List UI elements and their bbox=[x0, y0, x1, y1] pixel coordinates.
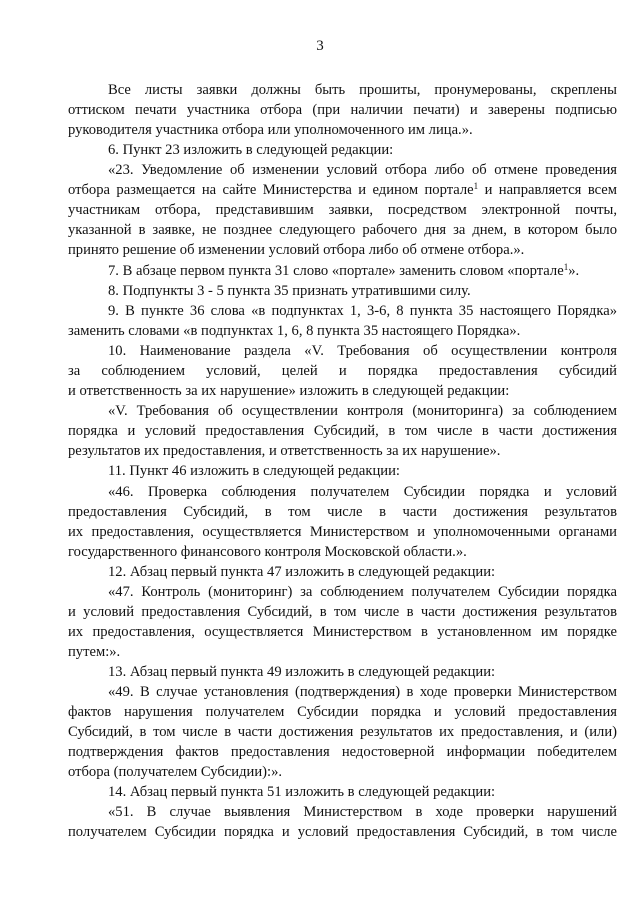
line-text: 13. Абзац первый пункта 49 изложить в следующей редакции: bbox=[108, 664, 496, 680]
text-line bbox=[68, 742, 617, 762]
text-line bbox=[108, 682, 617, 702]
line-text: получателем Субсидии порядка и условий предоставления Субсидий, в том числе bbox=[68, 824, 617, 840]
text-line bbox=[68, 441, 617, 461]
text-line bbox=[108, 401, 617, 421]
text-line bbox=[68, 381, 617, 401]
line-text: порядка и условий предоставления Субсидий, в том числе в части достижения bbox=[68, 423, 617, 439]
text-line bbox=[68, 321, 617, 341]
line-text: «46. Проверка соблюдения получателем Субсидии порядка и условий bbox=[108, 484, 617, 500]
line-text: 7. В абзаце первом пункта 31 слово «портале» заменить словом «портале bbox=[108, 263, 564, 279]
line-text: их предоставления, осуществляется Министерством и уполномоченными органами bbox=[68, 524, 617, 540]
text-line bbox=[68, 200, 617, 220]
line-text: Все листы заявки должны быть прошиты, пронумерованы, скреплены bbox=[108, 82, 617, 98]
text-line bbox=[68, 642, 617, 662]
text-line bbox=[68, 822, 617, 842]
text-line bbox=[68, 120, 617, 140]
line-text: принято решение об изменении условий отбора либо об отмене отбора.». bbox=[68, 242, 525, 258]
footnote-marker: 1 bbox=[473, 181, 479, 191]
line-text: оттиском печати участника отбора (при наличии печати) и заверены подписью bbox=[68, 102, 617, 118]
text-line bbox=[68, 522, 617, 542]
text-line bbox=[68, 762, 617, 782]
line-text: 11. Пункт 46 изложить в следующей редакции: bbox=[108, 463, 400, 479]
text-line bbox=[108, 662, 617, 682]
text-line bbox=[108, 341, 617, 361]
text-line bbox=[108, 562, 617, 582]
text-line bbox=[108, 301, 617, 321]
text-line bbox=[108, 160, 617, 180]
line-text: подтверждения фактов предоставления недостоверной информации победителем bbox=[68, 744, 617, 760]
line-text: и условий предоставления Субсидий, в том числе в части достижения результатов bbox=[68, 604, 617, 620]
line-text: 6. Пункт 23 изложить в следующей редакции: bbox=[108, 142, 394, 158]
text-line bbox=[68, 240, 617, 260]
line-text: государственного финансового контроля Московской области.». bbox=[68, 544, 467, 560]
text-line bbox=[108, 261, 617, 281]
line-text: отбора размещается на сайте Министерства и едином портале bbox=[68, 182, 474, 198]
text-line bbox=[68, 100, 617, 120]
line-text-continuation: и направляется всем bbox=[478, 182, 617, 198]
line-text: 14. Абзац первый пункта 51 изложить в следующей редакции: bbox=[108, 784, 496, 800]
line-text: «49. В случае установления (подтверждения) в ходе проверки Министерством bbox=[108, 684, 617, 700]
line-text-continuation: ». bbox=[568, 263, 580, 279]
line-text: 12. Абзац первый пункта 47 изложить в следующей редакции: bbox=[108, 564, 496, 580]
line-text: Субсидий, в том числе в части достижения результатов их предоставления, и (или) bbox=[68, 724, 617, 740]
line-text: предоставления Субсидий, в том числе в части достижения результатов bbox=[68, 504, 617, 520]
text-line bbox=[68, 180, 617, 200]
text-line bbox=[108, 482, 617, 502]
text-line bbox=[68, 702, 617, 722]
text-line bbox=[108, 782, 617, 802]
text-line bbox=[108, 582, 617, 602]
line-text: «47. Контроль (мониторинг) за соблюдением получателем Субсидии порядка bbox=[108, 584, 617, 600]
line-text: заменить словами «в подпунктах 1, 6, 8 пункта 35 настоящего Порядка». bbox=[68, 323, 521, 339]
text-line bbox=[68, 622, 617, 642]
text-line bbox=[68, 421, 617, 441]
line-text: «23. Уведомление об изменении условий отбора либо об отмене проведения bbox=[108, 162, 617, 178]
text-line bbox=[68, 361, 617, 381]
line-text: отбора (получателем Субсидии):». bbox=[68, 764, 283, 780]
line-text: указанной в заявке, не позднее следующего рабочего дня за днем, в котором было bbox=[68, 222, 617, 238]
text-line bbox=[68, 502, 617, 522]
footnote-marker: 1 bbox=[563, 262, 569, 272]
text-line bbox=[108, 140, 617, 160]
text-line bbox=[68, 220, 617, 240]
line-text: 8. Подпункты 3 - 5 пункта 35 признать утратившими силу. bbox=[108, 283, 471, 299]
text-line bbox=[68, 722, 617, 742]
line-text: 9. В пункте 36 слова «в подпунктах 1, 3-6, 8 пункта 35 настоящего Порядка» bbox=[108, 303, 617, 319]
line-text: результатов их предоставления, и ответственность за их нарушение». bbox=[68, 443, 501, 459]
text-line bbox=[108, 281, 617, 301]
text-line bbox=[68, 542, 617, 562]
page-number: 3 bbox=[316, 38, 324, 54]
text-line bbox=[108, 80, 617, 100]
line-text: «V. Требования об осуществлении контроля (мониторинга) за соблюдением bbox=[108, 403, 617, 419]
text-line bbox=[108, 802, 617, 822]
line-text: путем:». bbox=[68, 644, 121, 660]
line-text: 10. Наименование раздела «V. Требования об осуществлении контроля bbox=[108, 343, 617, 359]
line-text: их предоставления, осуществляется Министерством в установленном им порядке bbox=[68, 624, 617, 640]
line-text: участникам отбора, представившим заявки, посредством электронной почты, bbox=[68, 202, 617, 218]
line-text: «51. В случае выявления Министерством в ходе проверки нарушений bbox=[108, 804, 617, 820]
line-text: за соблюдением условий, целей и порядка предоставления субсидий bbox=[68, 363, 617, 379]
text-line bbox=[68, 602, 617, 622]
line-text: и ответственность за их нарушение» изложить в следующей редакции: bbox=[68, 383, 510, 399]
text-line bbox=[108, 461, 617, 481]
line-text: руководителя участника отбора или уполномоченного им лица.». bbox=[68, 122, 473, 138]
line-text: фактов нарушения получателем Субсидии порядка и условий предоставления bbox=[68, 704, 617, 720]
